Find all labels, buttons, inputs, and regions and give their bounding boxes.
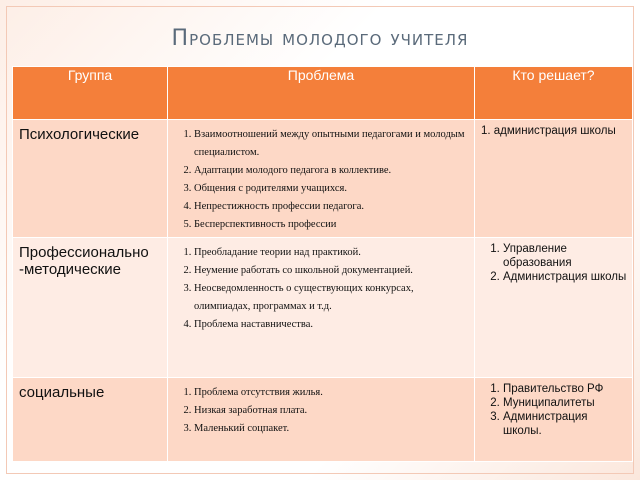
list-item: 2. Администрация школы: [503, 270, 628, 284]
list-item: 1. Правительство РФ: [503, 382, 628, 396]
list-item: 2. Адаптации молодого педагога в коллективе.: [194, 162, 470, 180]
problems-table: [12, 66, 633, 462]
group-cell: социальные: [13, 378, 168, 462]
header-who: Кто решает?: [475, 67, 633, 120]
who-cell: [475, 238, 633, 378]
list-item: 1. Преобладание теории над практикой.: [194, 244, 470, 262]
slide-title: Проблемы молодого учителя: [171, 26, 469, 51]
problem-cell: [168, 120, 475, 238]
who-cell: [475, 378, 633, 462]
table-header-row: [13, 67, 633, 120]
table-row: [13, 238, 633, 378]
group-cell: Профессионально -методические: [13, 238, 168, 378]
header-problem: Проблема: [168, 67, 475, 120]
problem-list: [168, 238, 474, 334]
list-item: 3. Неосведомленность о существующих конкурсах, олимпиадах, программах и т.д.: [194, 280, 470, 316]
group-cell: Психологические: [13, 120, 168, 238]
list-item: 5. Бесперспективность профессии: [194, 216, 470, 234]
list-item: 1. Проблема отсутствия жилья.: [194, 384, 470, 402]
list-item: 3. Администрация школы.: [503, 410, 628, 438]
header-group: Группа: [13, 67, 168, 120]
list-item: 4. Непрестижность профессии педагога.: [194, 198, 470, 216]
list-item: 1. Взаимоотношений между опытными педагогами и молодым специалистом.: [194, 126, 470, 162]
problem-cell: [168, 378, 475, 462]
problem-list: [168, 378, 474, 438]
who-list: [475, 378, 632, 438]
list-item: 2. Низкая заработная плата.: [194, 402, 470, 420]
list-item: 1. Управление образования: [503, 242, 628, 270]
table-row: [13, 378, 633, 462]
list-item: 4. Проблема наставничества.: [194, 316, 470, 334]
who-text: 1. администрация школы: [481, 125, 616, 137]
who-cell: [475, 120, 633, 238]
list-item: 2. Неумение работать со школьной документацией.: [194, 262, 470, 280]
table-row: [13, 120, 633, 238]
list-item: 2. Муниципалитеты: [503, 396, 628, 410]
problem-list: [168, 120, 474, 234]
problem-cell: [168, 238, 475, 378]
list-item: 3. Маленький соцпакет.: [194, 420, 470, 438]
list-item: 3. Общения с родителями учащихся.: [194, 180, 470, 198]
who-list: [475, 238, 632, 284]
